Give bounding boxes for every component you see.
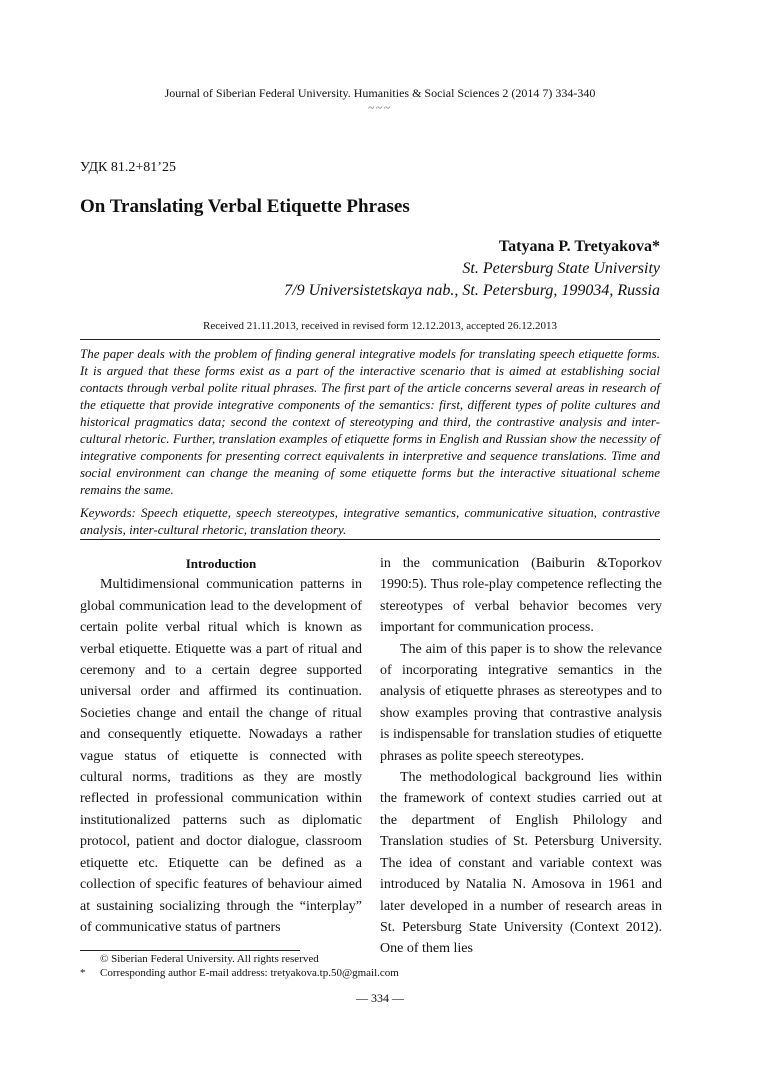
section-heading-introduction: Introduction (185, 556, 257, 571)
received-dates: Received 21.11.2013, received in revised form 12.12.2013, accepted 26.12.2013 (203, 320, 557, 332)
body-paragraph: Multidimensional communication patterns in global communication lead to the development of certain polite verbal ritual which is known as verbal etiquette. Etiquette was a part of ritual and ceremony and to a certain degree supported universal order and affirmed its continuation. Societies change and entail the change of ritual and consequently etiquette. Nowadays a rather vague status of etiquette is connected with cultural norms, traditions as they are mostly reflected in professional communication within institutionalized patterns such as diplomatic protocol, patient and doctor dialogue, classroom etiquette etc. Etiquette can be defined as a collection of specific features of behaviour aimed at sustaining socializing through the “interplay” of communicative status of partners (80, 577, 362, 935)
abstract-bottom-rule (80, 539, 660, 540)
corresponding-author-text: Corresponding author E-mail address: tretyakova.tp.50@gmail.com (100, 967, 399, 979)
right-column (380, 553, 662, 960)
article-title: On Translating Verbal Etiquette Phrases (80, 196, 410, 217)
left-column (80, 553, 362, 938)
body-paragraph: The aim of this paper is to show the relevance of incorporating integrative semantics in the analysis of etiquette phrases as stereotypes and to show examples proving that contrastive analysis is indispensable for translation studies of etiquette phrases as polite speech stereotypes. (380, 641, 662, 764)
keywords: Keywords: Speech etiquette, speech stereotypes, integrative semantics, communicative situation, contrastive analysis, inter-cultural rhetoric, translation theory. (80, 505, 660, 537)
abstract-top-rule (80, 339, 660, 340)
footnote-corresponding (80, 967, 399, 979)
footnote-rule (80, 950, 300, 951)
author-affiliation: St. Petersburg State University (462, 260, 660, 277)
header-ornament: ~~~ (368, 102, 392, 114)
page-number: — 334 — (356, 991, 404, 1005)
footnote-copyright (80, 953, 319, 965)
author-block (284, 236, 660, 302)
body-paragraph: in the communication (Baiburin &Toporkov 1990:5). Thus role-play competence reflecting the stereotypes of verbal behavior becomes very important for communication process. (380, 556, 662, 636)
copyright-text: © Siberian Federal University. All rights reserved (100, 953, 319, 965)
body-paragraph: The methodological background lies within the framework of context studies carried out at the department of English Philology and Translation studies of St. Petersburg University. The idea of constant and variable context was introduced by Natalia N. Amosova in 1961 and later developed in a number of research areas in St. Petersburg State University (Context 2012). One of them lies (380, 770, 662, 957)
abstract: The paper deals with the problem of finding general integrative models for translating speech etiquette forms. It is argued that these forms exist as a part of the interactive scenario that is aimed at establishing social contacts through verbal polite ritual phrases. The first part of the article concerns several areas in research of the etiquette that provide integrative components of the semantics: first, different types of polite cultures and historical pragmatics data; second the context of stereotyping and third, the contrastive analysis and inter-cultural rhetoric. Further, translation examples of etiquette forms in English and Russian show the necessity of integrative components for presenting correct equivalents in interpretive and sequence translations. Time and social environment can change the meaning of some etiquette forms but the interactive situational scheme remains the same. (80, 346, 660, 497)
journal-header: Journal of Siberian Federal University. Humanities & Social Sciences 2 (2014 7) 334-340 (164, 86, 596, 100)
udc-code: УДК 81.2+81’25 (80, 160, 176, 175)
author-address: 7/9 Universistetskaya nab., St. Petersburg, 199034, Russia (284, 282, 660, 299)
footnote-mark: * (80, 967, 86, 979)
author-name: Tatyana P. Tretyakova* (498, 238, 660, 255)
